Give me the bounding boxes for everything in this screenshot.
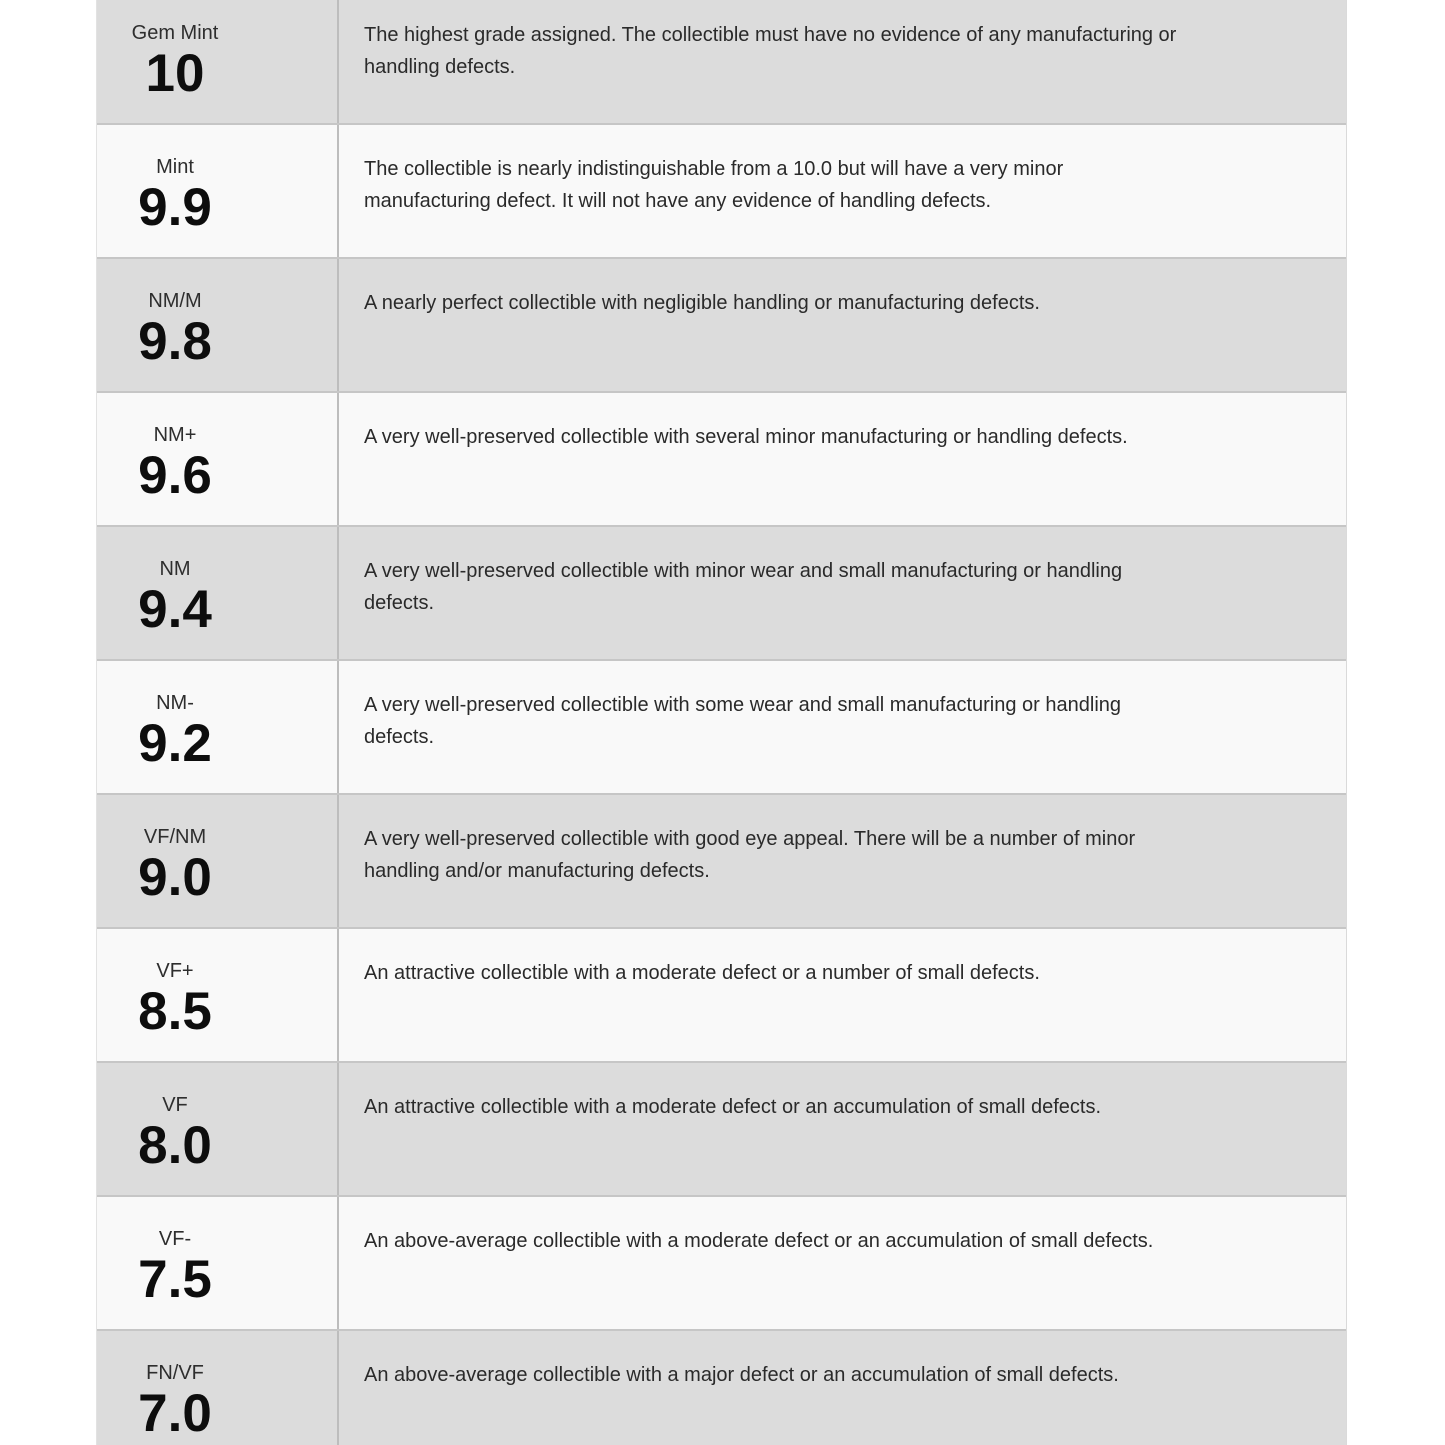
description-line: defects. xyxy=(364,726,435,748)
grade-description xyxy=(339,661,1346,793)
grade-number: 9.0 xyxy=(138,848,212,907)
grade-cell xyxy=(97,661,339,793)
grade-number: 9.6 xyxy=(138,446,212,505)
grade-cell xyxy=(97,1197,339,1329)
description-line: A very well-preserved collectible with good eye appeal. There will be a number of minor xyxy=(364,828,1136,850)
table-row xyxy=(97,525,1346,659)
grade-cell xyxy=(97,393,339,525)
grade-description xyxy=(339,393,1346,525)
grade-label: VF+ xyxy=(156,960,194,982)
grade-number: 9.9 xyxy=(138,178,212,237)
grade-cell xyxy=(97,125,339,257)
grade-label: VF/NM xyxy=(143,826,207,848)
grade-number: 8.5 xyxy=(138,982,212,1041)
grade-number: 9.4 xyxy=(138,580,212,639)
table-row xyxy=(97,123,1346,257)
table-row xyxy=(97,793,1346,927)
table-row xyxy=(97,927,1346,1061)
description-line: defects. xyxy=(364,592,435,614)
grade-cell xyxy=(97,795,339,927)
grade-description xyxy=(339,795,1346,927)
grade-cell xyxy=(97,929,339,1061)
grade-cell xyxy=(97,527,339,659)
description-line: A very well-preserved collectible with minor wear and small manufacturing or handling xyxy=(364,560,1123,582)
table-row xyxy=(97,1061,1346,1195)
grade-description xyxy=(339,125,1346,257)
grade-label: VF xyxy=(162,1094,188,1116)
table-row xyxy=(97,257,1346,391)
grade-label: VF- xyxy=(158,1228,192,1250)
grading-scale-table xyxy=(96,0,1347,1445)
grade-number: 9.8 xyxy=(138,312,212,371)
grade-cell xyxy=(97,0,339,123)
description-line: A very well-preserved collectible with some wear and small manufacturing or handling xyxy=(364,694,1122,716)
grade-number: 7.0 xyxy=(138,1384,212,1443)
grade-label: NM+ xyxy=(153,424,197,446)
grade-cell xyxy=(97,259,339,391)
description-line: handling defects. xyxy=(364,56,516,78)
grade-description xyxy=(339,1063,1346,1195)
description-line: manufacturing defect. It will not have any evidence of handling defects. xyxy=(364,190,992,212)
table-row xyxy=(97,1329,1346,1445)
description-line: A very well-preserved collectible with several minor manufacturing or handling defects. xyxy=(364,426,1128,448)
grade-cell xyxy=(97,1063,339,1195)
table-row xyxy=(97,391,1346,525)
description-line: An attractive collectible with a moderate defect or a number of small defects. xyxy=(364,962,1040,984)
description-line: The highest grade assigned. The collectible must have no evidence of any manufacturing or xyxy=(364,24,1177,46)
grade-label: NM- xyxy=(156,692,194,714)
grade-description xyxy=(339,929,1346,1061)
table-row xyxy=(97,1195,1346,1329)
description-line: The collectible is nearly indistinguishable from a 10.0 but will have a very minor xyxy=(364,158,1064,180)
grade-description xyxy=(339,259,1346,391)
grade-label: NM/M xyxy=(148,290,202,312)
grade-description xyxy=(339,527,1346,659)
grade-number: 8.0 xyxy=(138,1116,212,1175)
description-line: A nearly perfect collectible with negligible handling or manufacturing defects. xyxy=(364,292,1040,314)
description-line: An attractive collectible with a moderate defect or an accumulation of small defects. xyxy=(364,1096,1102,1118)
grade-description xyxy=(339,1331,1346,1445)
grade-description xyxy=(339,0,1346,123)
grade-label: FN/VF xyxy=(146,1362,204,1384)
grade-cell xyxy=(97,1331,339,1445)
grade-label: NM xyxy=(159,558,191,580)
description-line: An above-average collectible with a major defect or an accumulation of small defects. xyxy=(364,1364,1119,1386)
description-line: An above-average collectible with a moderate defect or an accumulation of small defects. xyxy=(364,1230,1154,1252)
table-row xyxy=(97,659,1346,793)
grade-number: 10 xyxy=(145,44,205,103)
grade-number: 9.2 xyxy=(138,714,212,773)
grade-label: Mint xyxy=(156,156,194,178)
grade-label: Gem Mint xyxy=(131,22,219,44)
table-row xyxy=(97,0,1346,123)
description-line: handling and/or manufacturing defects. xyxy=(364,860,710,882)
grade-description xyxy=(339,1197,1346,1329)
grade-number: 7.5 xyxy=(138,1250,212,1309)
